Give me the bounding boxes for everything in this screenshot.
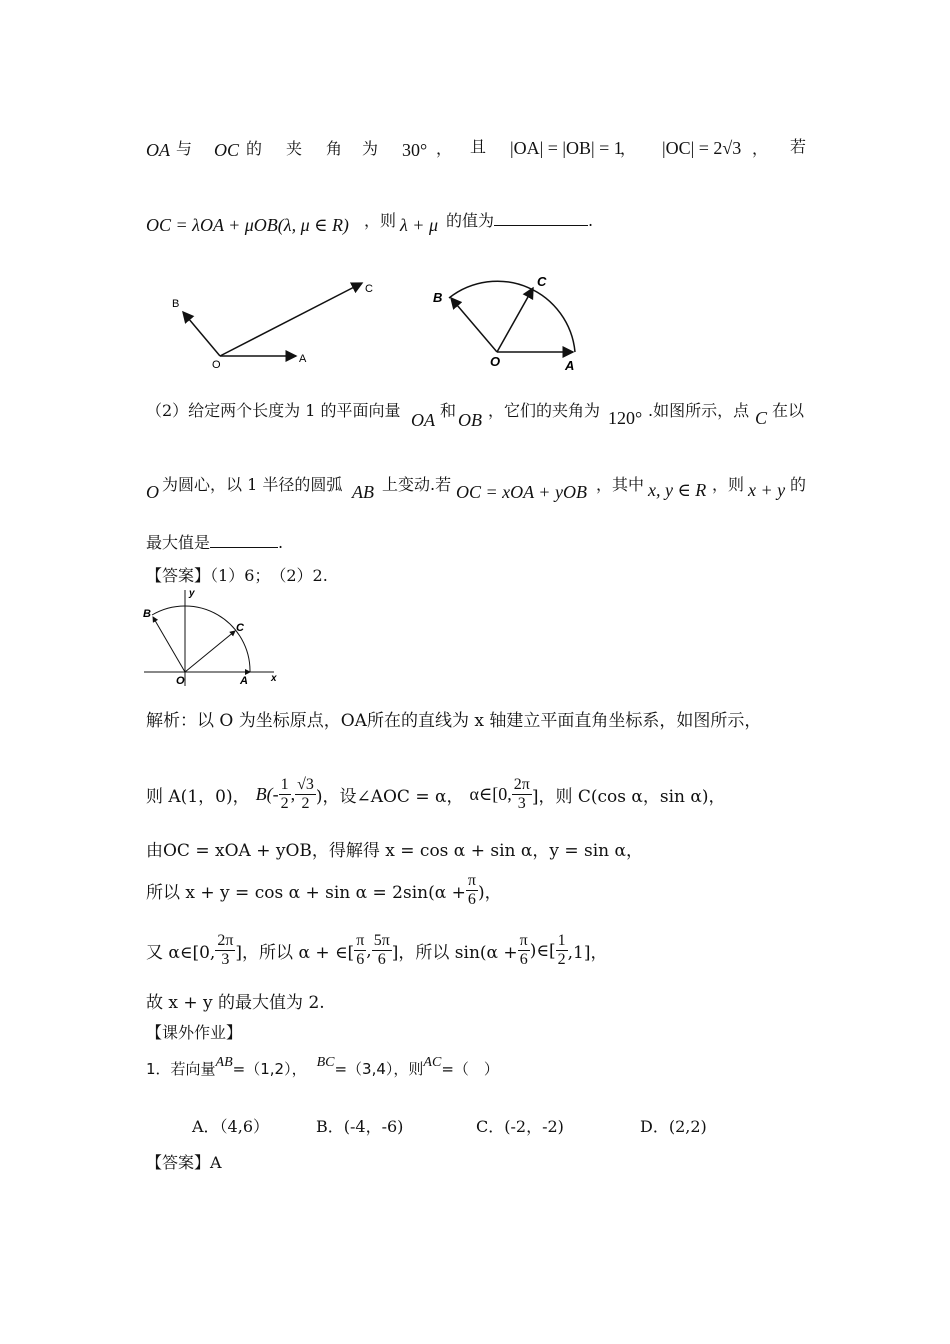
vector-ob-3 bbox=[153, 617, 185, 672]
frac-half bbox=[279, 776, 291, 813]
frac-half-b bbox=[556, 932, 568, 969]
sol5-f: ,1]， bbox=[567, 943, 608, 963]
text-de: 的 bbox=[246, 139, 263, 158]
label-c-3: C bbox=[236, 622, 244, 634]
p2-x-plus-y: x + y bbox=[748, 480, 786, 500]
frac-5pi6-num: 5π bbox=[373, 932, 390, 949]
p2-line3-label: 最大值是 bbox=[146, 533, 211, 552]
comma-1: ， bbox=[436, 139, 453, 158]
p2-vec-oa: OA bbox=[411, 410, 435, 430]
value-of-label: 的值为 bbox=[446, 211, 495, 230]
q1-bc: BC bbox=[316, 1055, 335, 1070]
solution-line-4 bbox=[146, 872, 502, 909]
p2-line2b: 上变动.若 bbox=[382, 475, 452, 494]
q1-ab: AB bbox=[215, 1055, 233, 1070]
arc-coordinate bbox=[152, 606, 250, 672]
vector-ob-2 bbox=[451, 298, 497, 352]
solution-line-2: 则 A(1，0)， B(- $\frac{1}{2}$ , $\frac{√3}{2}$ )，设∠AOC = α， α∈[0, $\frac{2\pi}{3}$ ]，则 C(cos α，sin α)， bbox=[146, 776, 726, 812]
arc-ab bbox=[449, 281, 575, 352]
p2-ze: ，则 bbox=[712, 475, 745, 494]
text-yu: 与 bbox=[176, 139, 193, 158]
frac-half-den: 2 bbox=[280, 795, 289, 812]
p2-de: 的 bbox=[790, 475, 807, 494]
frac-2pi3-b-num: 2π bbox=[217, 932, 234, 949]
q1-c: =（3,4），则 bbox=[334, 1060, 424, 1078]
label-y: y bbox=[189, 588, 195, 599]
sol2-a: 则 A(1，0)， bbox=[146, 787, 250, 807]
frac-pi6-a-num: π bbox=[467, 872, 476, 889]
sol5-a: 又 α∈[0, bbox=[146, 943, 216, 963]
sol5-e: )∈[ bbox=[529, 940, 556, 961]
p2-qizhong: ，其中 bbox=[596, 475, 645, 494]
text-jiao: 角 bbox=[326, 139, 343, 158]
p2-expression: OC = xOA + yOB bbox=[456, 482, 587, 502]
frac-2pi3-den: 3 bbox=[517, 795, 526, 812]
frac-pi6-c bbox=[518, 932, 530, 969]
answer-blank-2 bbox=[210, 547, 278, 548]
sol4-b: )， bbox=[477, 883, 502, 903]
period-1: . bbox=[588, 211, 594, 230]
answer-label: 【答案】 bbox=[146, 566, 211, 585]
vector-ob bbox=[183, 312, 220, 356]
frac-pi6-b-num: π bbox=[356, 932, 365, 949]
p2-angle: 120° bbox=[608, 408, 643, 428]
option-c[interactable]: C．(-2，-2) bbox=[476, 1117, 564, 1136]
p2-period: . bbox=[278, 533, 284, 552]
angle-30: 30° bbox=[402, 140, 428, 160]
q1-ac: AC bbox=[423, 1055, 442, 1070]
frac-half-num: 1 bbox=[280, 776, 289, 793]
homework-q1 bbox=[146, 1055, 499, 1079]
frac-half-b-den: 2 bbox=[557, 951, 566, 968]
q1-d: =（ ） bbox=[441, 1060, 499, 1078]
oc-norm: |OC| = 2√3 bbox=[662, 138, 742, 158]
text-wei: 为 bbox=[362, 139, 379, 158]
frac-pi6-b bbox=[354, 932, 366, 969]
frac-2pi3-num: 2π bbox=[513, 776, 530, 793]
label-a-2: A bbox=[565, 358, 575, 373]
frac-pi6-c-num: π bbox=[519, 932, 528, 949]
label-a: A bbox=[299, 353, 307, 365]
frac-pi6-a bbox=[466, 872, 478, 909]
p2-he: 和 bbox=[440, 401, 457, 420]
sol2-d: ]，则 C(cos α，sin α)， bbox=[531, 787, 726, 807]
comma-2: ， bbox=[620, 139, 637, 158]
option-d[interactable]: D．(2,2) bbox=[640, 1117, 707, 1136]
vector-oc bbox=[220, 283, 362, 356]
norm-equality: |OA| = |OB| = 1 bbox=[510, 138, 623, 158]
sol2-b: B(- bbox=[255, 784, 279, 804]
p2-after: .如图所示，点 bbox=[648, 401, 750, 420]
oc-expression: OC = λOA + μOB(λ, μ ∈ R) bbox=[146, 215, 349, 235]
sol2-range: α∈[0, bbox=[469, 784, 512, 804]
label-o-2: O bbox=[490, 354, 501, 369]
sol5-b: ]，所以 α + ∈[ bbox=[235, 943, 355, 963]
label-o-3: O bbox=[176, 675, 185, 687]
label-c: C bbox=[365, 283, 373, 295]
p2-mid: ，它们的夹角为 bbox=[488, 401, 601, 420]
label-a-3: A bbox=[240, 675, 248, 687]
p2-arc-ab: AB bbox=[352, 482, 374, 502]
text-jia: 夹 bbox=[286, 139, 303, 158]
sol5-c: , bbox=[366, 940, 372, 961]
p2-point-c: C bbox=[755, 408, 768, 428]
p2-point-o: O bbox=[146, 482, 159, 502]
label-x: x bbox=[271, 673, 277, 684]
solution-line-6: 故 x + y 的最大值为 2. bbox=[146, 993, 325, 1013]
text-value-of bbox=[446, 208, 593, 231]
sol2-c: )，设∠AOC = α， bbox=[315, 787, 464, 807]
label-c-2: C bbox=[537, 274, 547, 289]
p2-zai-yi: 在以 bbox=[772, 401, 805, 420]
figure-coordinate bbox=[140, 586, 285, 688]
option-b[interactable]: B．(-4，-6) bbox=[316, 1117, 404, 1136]
answer-text: （1）6； （2）2. bbox=[210, 566, 328, 585]
frac-pi6-a-den: 6 bbox=[467, 891, 476, 908]
p2-prefix: （2）给定两个长度为 1 的平面向量 bbox=[146, 401, 401, 420]
solution-line-5 bbox=[146, 932, 607, 969]
comma-3: ， bbox=[752, 139, 769, 158]
frac-sqrt3-num: √3 bbox=[297, 776, 314, 793]
sol4-a: 所以 x + y = cos α + sin α = 2sin(α + bbox=[146, 883, 466, 903]
lambda-plus-mu: λ + μ bbox=[400, 215, 438, 235]
option-a[interactable]: A．（4,6） bbox=[192, 1117, 270, 1136]
answer-blank-1 bbox=[494, 225, 588, 226]
label-o: O bbox=[212, 359, 221, 371]
frac-half-b-num: 1 bbox=[557, 932, 566, 949]
label-b: B bbox=[172, 298, 180, 310]
vector-oc-2 bbox=[497, 288, 533, 352]
text-then: ，则 bbox=[364, 211, 397, 230]
homework-answer: 【答案】A bbox=[146, 1153, 222, 1172]
frac-pi6-b-den: 6 bbox=[356, 951, 365, 968]
frac-sqrt3-den: 2 bbox=[301, 795, 310, 812]
p2-line3 bbox=[146, 530, 283, 553]
answer-line bbox=[146, 563, 328, 586]
q1-a: 1．若向量 bbox=[146, 1060, 216, 1078]
figure-arc bbox=[425, 268, 585, 378]
figure-vectors bbox=[160, 270, 390, 375]
vector-oc-3 bbox=[185, 631, 235, 672]
vec-oc: OC bbox=[214, 140, 240, 160]
frac-2pi3-b bbox=[215, 932, 235, 969]
frac-2pi3-b-den: 3 bbox=[221, 951, 230, 968]
solution-line-1: 解析：以 O 为坐标原点，OA所在的直线为 x 轴建立平面直角坐标系，如图所示， bbox=[146, 711, 762, 731]
text-ruo: 若 bbox=[790, 137, 807, 156]
frac-5pi6 bbox=[372, 932, 392, 969]
vec-oa: OA bbox=[146, 140, 170, 160]
text-qie: 且 bbox=[470, 137, 487, 156]
frac-sqrt3 bbox=[295, 776, 316, 813]
solution-line-3: 由OC = xOA + yOB，得解得 x = cos α + sin α，y = sin α， bbox=[146, 841, 643, 861]
q1-b: =（1,2）， bbox=[232, 1060, 307, 1078]
frac-2pi3 bbox=[512, 776, 532, 813]
p2-vec-ob: OB bbox=[458, 410, 482, 430]
label-b-2: B bbox=[433, 290, 443, 305]
frac-5pi6-den: 6 bbox=[377, 951, 386, 968]
frac-pi6-c-den: 6 bbox=[519, 951, 528, 968]
sol5-d: ]，所以 sin(α + bbox=[391, 943, 518, 963]
p2-xy-r: x, y ∈ R bbox=[648, 480, 707, 500]
homework-title: 【课外作业】 bbox=[146, 1023, 243, 1042]
p2-line2a: 为圆心，以 1 半径的圆弧 bbox=[162, 475, 343, 494]
label-b-3: B bbox=[143, 608, 151, 620]
